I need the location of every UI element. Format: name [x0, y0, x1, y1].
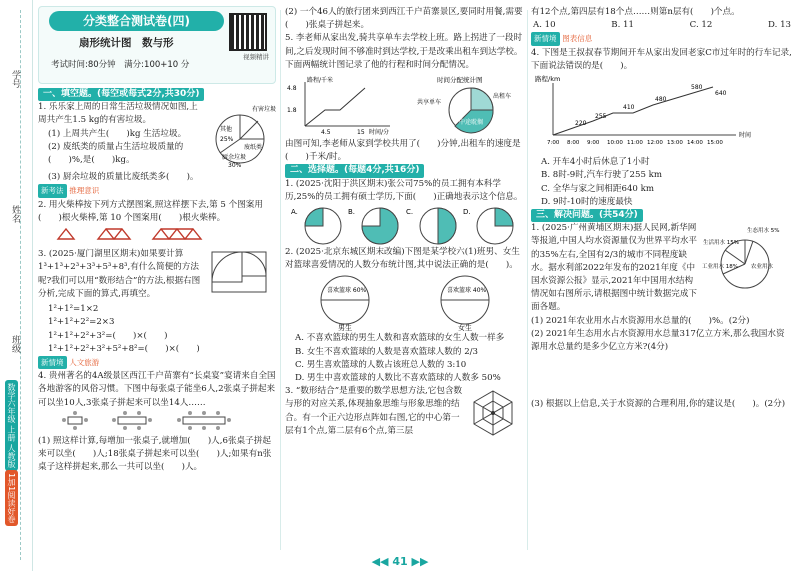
- svg-text:8:00: 8:00: [567, 140, 580, 147]
- page-number: [0, 555, 800, 568]
- series-badge: 1加1阅读好卷: [5, 470, 18, 526]
- q6-option-c[interactable]: [406, 204, 462, 246]
- section-3-heading: 三、解决问题。(共54分): [531, 209, 643, 222]
- q5-part1: 由图可知,李老师从家到学校共用了( )分钟,出租车的速度是( )千米/时。: [285, 139, 521, 163]
- q8-option-a[interactable]: A. 10: [533, 20, 556, 31]
- svg-text:C.: C.: [405, 208, 413, 217]
- column-divider: [280, 10, 281, 550]
- garbage-pie-chart: [206, 101, 276, 171]
- girls-label: 女生: [458, 324, 472, 333]
- q10-stem: 1. (2025·广州黄埔区期末)据人民网,新华网等报道,中国人均水资源量仅为世界平均水平的35%左右,全国有2/3的城市不同程度缺水。据水利部2022年发布的2021年度《中国水资源公报》显示,2021年中国用水结构情况如右图所示,请根据图中统计数据完成下面各题。: [531, 223, 698, 313]
- q3-stem: 3. (2025·厦门湖里区期末)如果要计算 1³+1³+2³+3³+5³+8³,有什么简便的方法呢?我们可以用“数形结合”的方法,根据右图分析,完成下面的算式,再填空。: [38, 249, 201, 299]
- q7-option-d[interactable]: D. 男生中喜欢篮球的人数比不喜欢篮球的人数多 50%: [295, 373, 501, 384]
- svg-text:13:00: 13:00: [667, 140, 683, 147]
- pie2-title: 时间分配统计图: [437, 76, 483, 85]
- test-title: 分类整合测试卷(四): [49, 11, 224, 31]
- q4-part2: (2) 一个46人的旅行团来到西江千户苗寨景区,要同时用餐,需要( )张桌子拼起来。: [285, 7, 523, 31]
- q4-part1: (1) 照这样计算,每增加一张桌子,就增加( )人,6张桌子拼起来可以坐( )人;18张桌子拼起来可以坐( )人;如果有n张桌子这样拼起来,那么一共可以坐( )人。: [38, 436, 272, 473]
- water-use-pie: [701, 222, 789, 298]
- girls-pie-label: 喜欢篮球 40%: [447, 287, 487, 295]
- answer-space[interactable]: [531, 354, 793, 398]
- q9-option-d[interactable]: D. 9时-10时的速度最快: [541, 196, 633, 207]
- book-badge: 数学六年级 上册 人教版: [5, 380, 18, 471]
- drive-pt-6: 640: [715, 90, 727, 98]
- svg-text:7:00: 7:00: [547, 140, 560, 147]
- line-y2: 1.8: [287, 107, 297, 115]
- q8-stem: 3. “数形结合”是重要的数学思想方法,它包含数与形的对应关系,体现抽象思维与形象思维的结合。有一个正六边形点阵如右图,它的中心第一层有1个点,第二层有6个点,第三层: [285, 386, 463, 436]
- svg-text:B.: B.: [348, 208, 356, 217]
- long-table-figure: [38, 410, 268, 430]
- svg-text:15:00: 15:00: [707, 140, 723, 147]
- page-number-value: 41: [392, 555, 408, 568]
- qr-code-icon[interactable]: [229, 13, 267, 51]
- svg-text:12:00: 12:00: [647, 140, 663, 147]
- q10-part1: (1) 2021年农业用水占水资源用水总量的( )%。(2分): [531, 315, 750, 326]
- q8-option-c[interactable]: C. 12: [689, 20, 713, 31]
- q9-tag: 新情境: [531, 32, 560, 45]
- q3-line1: 1²+1²=1×2: [48, 304, 99, 315]
- time-allocation-pie: [415, 74, 525, 136]
- q3-line3: 1²+1²+2²+3²=( )×( ): [48, 330, 168, 341]
- q4-tag2: 人文旅游: [69, 358, 100, 368]
- svg-text:14:00: 14:00: [687, 140, 703, 147]
- drive-pt-4: 480: [655, 96, 667, 104]
- q4-stem: 4. 贵州著名的4A级景区西江千户苗寨有“长桌宴”宴请来自全国各地游客的风俗习惯。下图中每张桌子能坐6人,2张桌子拼起来可以坐10人,3张桌子拼起来可以坐14人……: [38, 371, 276, 408]
- line-chart-ylabel: 路程/千米: [307, 77, 334, 85]
- boys-basketball-pie: [310, 272, 380, 332]
- fibonacci-square-figure: [208, 248, 270, 303]
- column-divider: [527, 10, 528, 550]
- next-page-icon: ▶▶: [407, 555, 429, 568]
- svg-text:10:00: 10:00: [607, 140, 623, 147]
- q4-tag: 新情境: [38, 356, 67, 369]
- q6-option-a[interactable]: [291, 204, 347, 246]
- drive-pt-3: 410: [623, 104, 635, 112]
- test-subtitle: 扇形统计图 数与形: [79, 37, 174, 49]
- q8-options: [531, 19, 793, 32]
- q9-option-c[interactable]: C. 全华与家之间相距640 km: [541, 183, 654, 194]
- q2-tag: 新考法: [38, 184, 67, 197]
- q7-stem: 2. (2025·北京东城区期末改编)下图是某学校六(1)班男、女生对篮球喜爱情况的人数分布统计图,其中说法正确的是( )。: [285, 247, 520, 271]
- section-2-heading: 二、选择题。(每题4分,共16分): [285, 164, 424, 177]
- q5-stem: 5. 李老师从家出发,骑共享单车去学校上班。路上拐进了一段时间,之后发现时间不够准时到达学校,于是改乘出租车到达学校。下面两幅统计图记录了他的行程和时间分配情况。: [285, 33, 523, 70]
- cut-line: [20, 10, 21, 560]
- svg-text:D.: D.: [462, 208, 471, 217]
- girls-basketball-pie: [430, 272, 500, 332]
- title-box: [38, 6, 276, 84]
- prev-page-icon: ◀◀: [371, 555, 393, 568]
- line-xlabel: 时间/分: [369, 129, 390, 137]
- q1-part3: (3) 厨余垃圾的质量比废纸类多( )。: [48, 172, 199, 183]
- q7-option-a[interactable]: A. 不喜欢篮球的男生人数和喜欢篮球的女生人数一样多: [295, 333, 505, 344]
- drive-ylabel: 路程/km: [535, 75, 561, 84]
- pie5-eco: 生态用水 5%: [747, 228, 780, 235]
- column-2: [285, 6, 525, 441]
- distance-line-chart: [285, 74, 395, 136]
- pie5-industry: 工业用水 18%: [702, 264, 738, 271]
- q7-option-c[interactable]: C. 男生喜欢篮球的人数占该班总人数的 3:10: [295, 359, 467, 370]
- pie-label-25: 25%: [220, 136, 234, 144]
- pie2-delay: 中途耽搁: [459, 119, 484, 127]
- q3-line4: 1²+1²+2²+3²+5²+8²=( )×( ): [48, 343, 200, 354]
- drive-xlabel: 时间: [739, 132, 752, 140]
- pie2-taxi: 出租车: [493, 93, 512, 101]
- q1-part2: (2) 废纸类的质量占生活垃圾质量的( )%,是( )kg。: [48, 141, 184, 166]
- q10-part3: (3) 根据以上信息,关于水资源的合理利用,你的建议是( )。(2分): [531, 399, 786, 410]
- pie-label-other: 其他: [220, 126, 233, 134]
- q2-stem: 2. 用火柴棒按下列方式摆图案,照这样摆下去,第 5 个图案用( )根火柴棒,第 10 个图案用( )根火柴棒。: [38, 199, 263, 223]
- q2-tag2: 推理意识: [69, 186, 100, 196]
- line-x1: 4.5: [321, 129, 331, 137]
- line-x2: 15: [357, 129, 365, 137]
- q6-option-d[interactable]: [463, 204, 519, 246]
- drive-pt-5: 580: [691, 84, 703, 92]
- boys-pie-label: 喜欢篮球 60%: [327, 287, 367, 295]
- q6-option-b[interactable]: [348, 204, 404, 246]
- qr-caption: 视频精讲: [243, 53, 269, 61]
- hexagon-dot-lattice: [465, 385, 521, 441]
- svg-text:A.: A.: [291, 208, 298, 217]
- drive-pt-1: 220: [575, 120, 587, 128]
- column-3: [531, 6, 793, 411]
- binding-sidebar: [0, 0, 33, 571]
- pie-label-kitchen: 厨余垃圾: [222, 154, 247, 162]
- line-y1: 4.8: [287, 85, 297, 93]
- name-label: 姓名: [10, 205, 20, 223]
- q9-tag2: 图表信息: [562, 34, 593, 44]
- pie5-agri: 农业用水: [751, 264, 774, 271]
- pie5-life: 生活用水 15%: [703, 240, 739, 247]
- drive-pt-2: 255: [595, 113, 607, 121]
- svg-text:9:00: 9:00: [587, 140, 600, 147]
- pie-label-30: 30%: [228, 162, 242, 170]
- pie2-bike: 共享单车: [417, 99, 442, 107]
- class-label: 班级: [10, 335, 20, 353]
- q6-options: [285, 204, 525, 246]
- q9-option-a[interactable]: A. 开车4小时后休息了1小时: [541, 157, 650, 168]
- q8-stem-cont: 有12个点,第四层有18个点……则第n层有( )个点。: [531, 7, 740, 17]
- student-id-label: 学号: [10, 70, 20, 88]
- q1-part1: (1) 上周共产生( )kg 生活垃圾。: [48, 128, 187, 139]
- q7-option-b[interactable]: B. 女生不喜欢篮球的人数是喜欢篮球人数的 2/3: [295, 346, 479, 357]
- q9-option-b[interactable]: B. 8时-9时,汽车行驶了255 km: [541, 170, 662, 181]
- q1-stem: 1. 乐乐家上周的日常生活垃圾情况如图,上周共产生1.5 kg的有害垃圾。: [38, 102, 198, 126]
- column-1: [38, 6, 276, 475]
- q9-stem: 4. 下图是王叔叔春节期间开车从家出发回老家C市过年时的行车记录,下面说法错误的是( )。: [531, 47, 792, 71]
- q8-option-b[interactable]: B. 11: [611, 20, 634, 31]
- q3-line2: 1²+1²+2²=2×3: [48, 317, 115, 328]
- svg-text:11:00: 11:00: [627, 140, 643, 147]
- matchstick-figures: [38, 225, 238, 243]
- q8-option-d[interactable]: D. 13: [768, 20, 791, 31]
- section-1-heading: 一、填空题。(每空或每式2分,共30分): [38, 88, 204, 101]
- pie-label-paper: 废纸类: [244, 144, 263, 152]
- q6-stem: 1. (2025·沈阳于洪区期末)张公司75%的员工拥有本科学历,25%的员工拥有硕士学历,下面( )正确地表示这个信息。: [285, 178, 523, 202]
- driving-record-chart: [531, 73, 791, 151]
- test-time-info: 考试时间:80分钟 满分:100+10 分: [51, 60, 190, 70]
- pie-label-harmful: 有害垃圾: [252, 106, 276, 114]
- q10-part2: (2) 2021年生态用水占水资源用水总量317亿立方米,那么我国水资源用水总量约是多少亿立方米?(4分): [531, 328, 785, 353]
- boys-label: 男生: [338, 324, 352, 333]
